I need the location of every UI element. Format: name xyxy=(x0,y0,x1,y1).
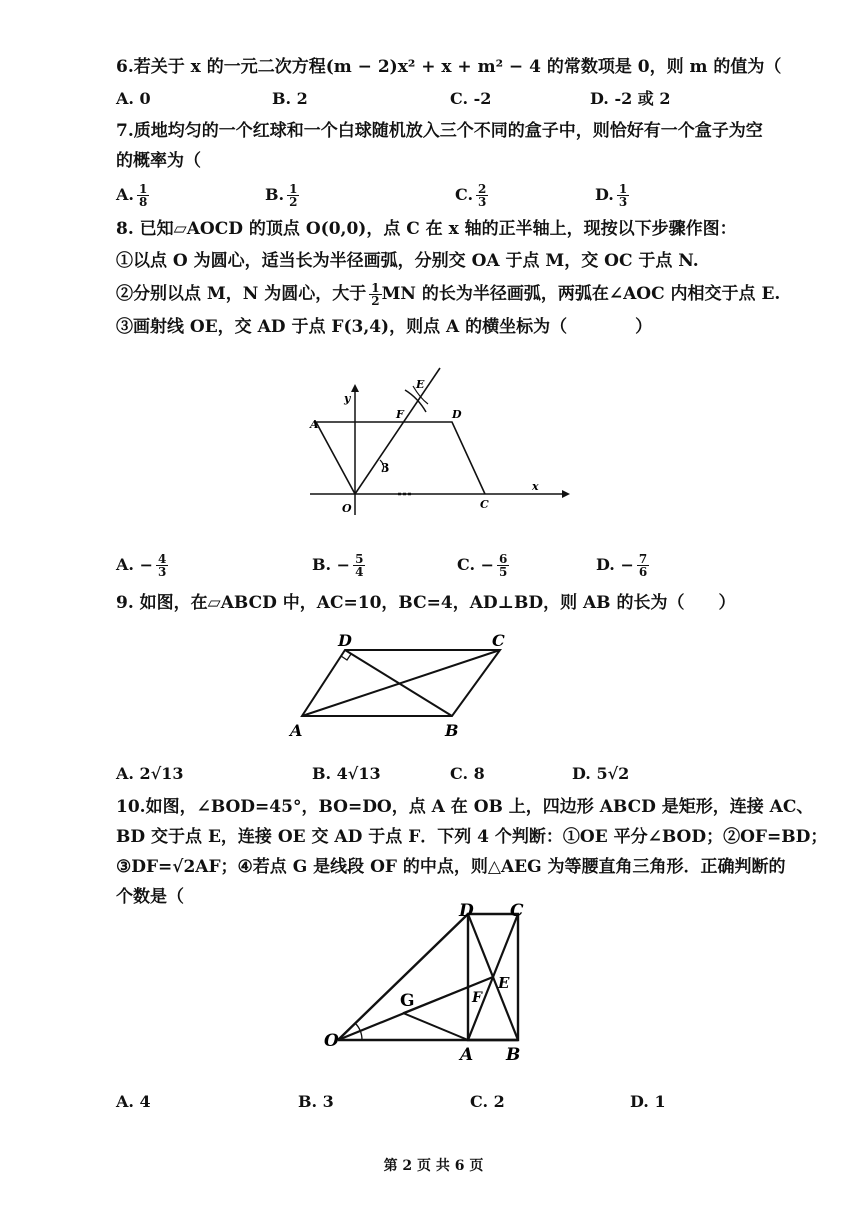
label-mark: 3 xyxy=(381,461,390,475)
label-c: C xyxy=(510,901,524,921)
q10-stem-line3: ③DF=√2AF；④若点 G 是线段 OF 的中点，则△AEG 为等腰直角三角形．正确判断的 xyxy=(116,857,786,877)
y-axis-arrow xyxy=(351,384,359,392)
q10-option-b: B. 3 xyxy=(298,1092,334,1111)
label-d: D xyxy=(459,901,474,921)
label-e: E xyxy=(498,974,510,992)
q6-option-c: C. -2 xyxy=(450,89,492,108)
q8-step1: ①以点 O 为圆心，适当长为半径画弧，分别交 OA 于点 M，交 OC 于点 N. xyxy=(116,251,699,271)
label-b: B xyxy=(445,721,459,740)
x-axis-arrow xyxy=(562,490,570,498)
label-c: C xyxy=(480,498,489,511)
q8-step3: ③画射线 OE，交 AD 于点 F(3,4)，则点 A 的横坐标为（ ） xyxy=(116,317,653,337)
q10-option-a: A. 4 xyxy=(116,1092,151,1111)
q7-option-d: D. $\frac{1}{3}$ xyxy=(595,182,628,209)
q10-figure xyxy=(322,900,542,1065)
q9-option-b: B. 4√13 xyxy=(312,764,381,783)
diagonal-ac xyxy=(302,650,500,716)
label-a: A xyxy=(310,418,319,431)
q10-option-c: C. 2 xyxy=(470,1092,505,1111)
q6-stem: 6.若关于 x 的一元二次方程(m − 2)x² + x + m² − 4 的常数项是 0，则 m 的值为（ xyxy=(116,57,782,77)
q8-step2: ②分别以点 M，N 为圆心，大于 $\frac{1}{2}$ MN 的长为半径画弧，两弧在∠AOC 内相交于点 E. xyxy=(116,281,781,308)
label-o: O xyxy=(324,1031,339,1051)
q10-stem-line1: 10.如图，∠BOD=45°，BO=DO，点 A 在 OB 上，四边形 ABCD 是矩形，连接 AC、 xyxy=(116,797,814,817)
label-f: F xyxy=(396,408,404,421)
q7-option-b: B. $\frac{1}{2}$ xyxy=(265,182,298,209)
q9-stem: 9. 如图，在▱ABCD 中，AC=10，BC=4，AD⊥BD，则 AB 的长为（ ） xyxy=(116,593,736,613)
q10-option-d: D. 1 xyxy=(630,1092,666,1111)
q8-option-c: C. − $\frac{6}{5}$ xyxy=(457,552,508,579)
q6-option-d: D. -2 或 2 xyxy=(590,89,671,108)
q8-option-b: B. − $\frac{5}{4}$ xyxy=(312,552,364,579)
label-d: D xyxy=(452,408,462,421)
q6-option-b: B. 2 xyxy=(272,89,308,108)
q7-stem-line2: 的概率为（ xyxy=(116,151,201,171)
q7-stem-line1: 7.质地均匀的一个红球和一个白球随机放入三个不同的盒子中，则恰好有一个盒子为空 xyxy=(116,121,763,141)
label-y: y xyxy=(344,392,351,405)
q8-stem-line1: 8. 已知▱AOCD 的顶点 O(0,0)，点 C 在 x 轴的正半轴上，现按以下步骤作图： xyxy=(116,219,737,239)
q7-option-a: A. $\frac{1}{8}$ xyxy=(116,182,148,209)
parallelogram-aocd xyxy=(316,422,485,494)
q10-stem-line4: 个数是（ xyxy=(116,887,184,907)
q8-option-a: A. − $\frac{4}{3}$ xyxy=(116,552,167,579)
label-d: D xyxy=(338,631,352,650)
q7-option-c: C. $\frac{2}{3}$ xyxy=(455,182,487,209)
q6-option-a: A. 0 xyxy=(116,89,151,108)
q9-option-d: D. 5√2 xyxy=(572,764,630,783)
segment-ag xyxy=(403,1013,468,1040)
q9-option-c: C. 8 xyxy=(450,764,485,783)
label-a: A xyxy=(290,721,303,740)
label-o: O xyxy=(342,502,352,515)
q9-figure xyxy=(290,630,520,742)
label-a: A xyxy=(460,1045,474,1065)
label-e: E xyxy=(416,378,425,391)
label-g: G xyxy=(400,991,415,1011)
q8-option-d: D. − $\frac{7}{6}$ xyxy=(596,552,648,579)
label-b: B xyxy=(506,1045,521,1065)
segment-od xyxy=(338,914,468,1040)
diagonal-bd xyxy=(345,650,452,716)
q8-figure xyxy=(300,360,570,520)
label-x: x xyxy=(532,480,539,493)
ray-oe xyxy=(355,368,440,494)
page-footer: 第 2 页 共 6 页 xyxy=(383,1158,484,1174)
label-f: F xyxy=(472,990,482,1006)
q9-option-a: A. 2√13 xyxy=(116,764,184,783)
q10-stem-line2: BD 交于点 E，连接 OE 交 AD 于点 F．下列 4 个判断：①OE 平分∠BOD；②OF=BD； xyxy=(116,827,828,847)
label-c: C xyxy=(492,631,505,650)
